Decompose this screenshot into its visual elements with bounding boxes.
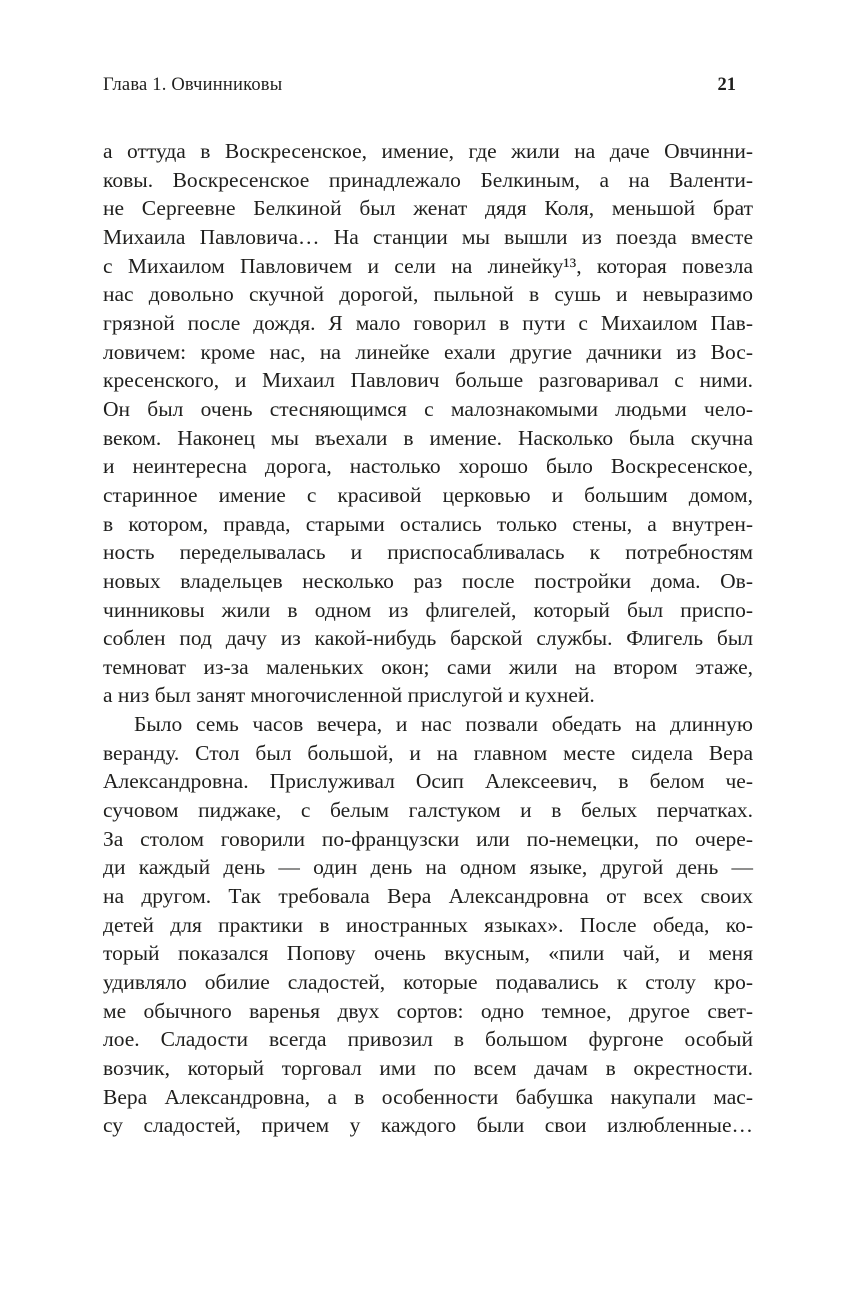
text-line: веком. Наконец мы въехали в имение. Насколько была скучна	[103, 425, 753, 450]
text-line: новых владельцев несколько раз после постройки дома. Ов-	[103, 568, 753, 593]
text-line: Было семь часов вечера, и нас позвали обедать на длинную	[134, 712, 753, 737]
text-line: а низ был занят многочисленной прислугой и кухней.	[103, 683, 595, 708]
text-line: веранду. Стол был большой, и на главном месте сидела Вера	[103, 740, 753, 765]
text-line: Он был очень стесняющимся с малознакомыми людьми чело-	[103, 396, 753, 421]
text-line: ность переделывалась и приспосабливалась к потребностям	[103, 540, 753, 565]
page-number: 21	[717, 75, 736, 95]
text-line: торый показался Попову очень вкусным, «пили чай, и меня	[103, 941, 753, 966]
text-line: с Михаилом Павловичем и сели на линейку¹³, которая повезла	[103, 253, 753, 278]
text-line: в котором, правда, старыми остались только стены, а внутрен-	[103, 511, 753, 536]
text-line: сучовом пиджаке, с белым галстуком и в белых перчатках.	[103, 798, 753, 823]
text-line: Александровна. Прислуживал Осип Алексеевич, в белом че-	[103, 769, 753, 794]
text-line: возчик, который торговал ими по всем дачам в окрестности.	[103, 1056, 753, 1080]
text-line: чинниковы жили в одном из флигелей, который был приспо-	[103, 597, 753, 622]
text-line: За столом говорили по-французски или по-немецки, по очере-	[103, 826, 753, 851]
text-line: и неинтересна дорога, настолько хорошо было Воскресенское,	[103, 454, 753, 479]
text-line: не Сергеевне Белкиной был женат дядя Коля, меньшой брат	[103, 196, 753, 221]
text-line: ловичем: кроме нас, на линейке ехали другие дачники из Вос-	[103, 339, 753, 364]
text-line: темноват из-за маленьких окон; сами жили на втором этаже,	[103, 654, 753, 679]
text-line: Михаила Павловича… На станции мы вышли из поезда вместе	[103, 224, 753, 249]
running-head	[103, 75, 753, 96]
text-line: ме обычного варенья двух сортов: одно темное, другое свет-	[103, 998, 753, 1023]
text-line: на другом. Так требовала Вера Александровна от всех своих	[103, 884, 753, 909]
text-line: детей для практики в иностранных языках». После обеда, ко-	[103, 912, 753, 937]
paragraph	[103, 710, 753, 1140]
text-line: а оттуда в Воскресенское, имение, где жили на даче Овчинни-	[103, 139, 753, 163]
page-body	[103, 137, 753, 1140]
text-line: удивляло обилие сладостей, которые подавались к столу кро-	[103, 970, 753, 995]
text-line: Вера Александровна, а в особенности бабушка накупали мас-	[103, 1084, 753, 1109]
text-line: нас довольно скучной дорогой, пыльной в сушь и невыразимо	[103, 282, 753, 307]
text-line: лое. Сладости всегда привозил в большом фургоне особый	[103, 1027, 753, 1052]
text-line: су сладостей, причем у каждого были свои излюбленные…	[103, 1113, 753, 1138]
running-head-chapter: Глава 1. Овчинниковы	[103, 75, 283, 95]
text-line: грязной после дождя. Я мало говорил в пути с Михаилом Пав-	[103, 310, 753, 335]
text-line: старинное имение с красивой церковью и большим домом,	[103, 482, 753, 507]
text-line: ковы. Воскресенское принадлежало Белкиным, а на Валенти-	[103, 167, 753, 192]
paragraph	[103, 137, 753, 710]
text-line: соблен под дачу из какой-нибудь барской службы. Флигель был	[103, 626, 753, 651]
text-line: ди каждый день — один день на одном языке, другой день —	[103, 855, 753, 880]
text-line: кресенского, и Михаил Павлович больше разговаривал с ними.	[103, 368, 753, 393]
